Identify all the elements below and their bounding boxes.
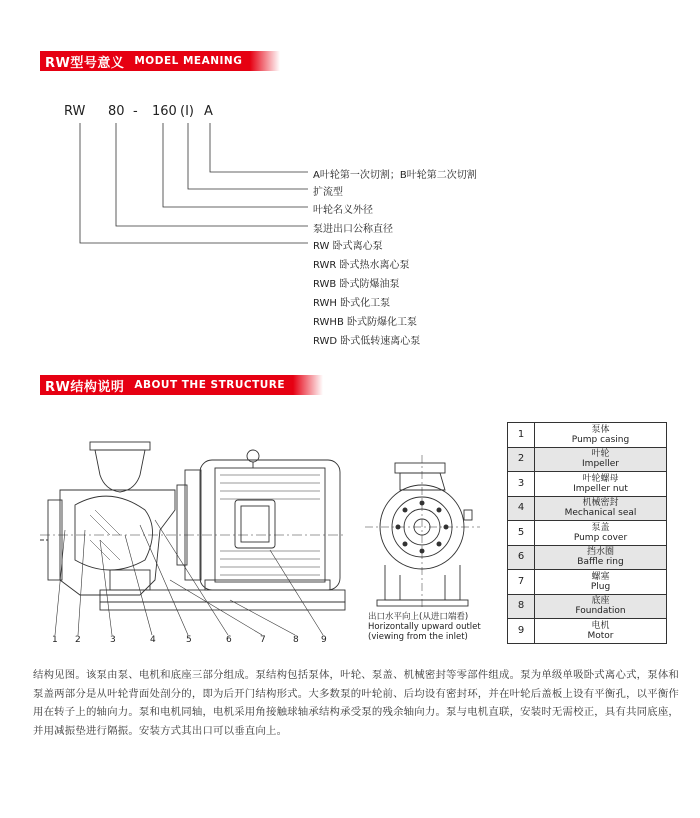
table-row (508, 472, 667, 497)
banner-title-zh: RW结构说明 (45, 379, 125, 395)
meaning-line-5: RW 卧式离心泵 (313, 241, 383, 252)
model-code-rw: RW (64, 104, 86, 119)
part-name (535, 594, 667, 619)
part-name (535, 423, 667, 448)
part-number: 5 (508, 521, 535, 546)
part-name-zh: 泵体 (591, 424, 610, 435)
table-row (508, 545, 667, 570)
part-name-en: Foundation (575, 606, 626, 617)
model-code-suffix: A (204, 104, 213, 119)
meaning-line-3: 叶轮名义外径 (313, 205, 373, 216)
part-name-en: Baffle ring (577, 557, 624, 568)
callout-6: 6 (226, 635, 232, 645)
part-number: 8 (508, 594, 535, 619)
part-name (535, 619, 667, 644)
part-number: 7 (508, 570, 535, 595)
part-name-en: Pump casing (571, 434, 630, 445)
part-name-zh: 泵盖 (591, 522, 610, 533)
meaning-line-9: RWHB 卧式防爆化工泵 (313, 317, 417, 328)
callout-8: 8 (293, 635, 299, 645)
table-row (508, 594, 667, 619)
part-name-en: Plug (590, 581, 611, 592)
model-code-size: 160 (152, 104, 177, 119)
parts-table (507, 422, 667, 644)
pump-side-view-drawing (40, 430, 350, 645)
outlet-note-en1: Horizontally upward outlet (368, 622, 481, 632)
meaning-line-4: 泵进出口公称直径 (313, 224, 393, 235)
table-row (508, 423, 667, 448)
callout-4: 4 (150, 635, 156, 645)
callout-numbers (52, 635, 327, 645)
part-name-zh: 电机 (591, 620, 610, 631)
callout-5: 5 (186, 635, 192, 645)
part-name-zh: 螺塞 (591, 571, 610, 582)
callout-2: 2 (75, 635, 81, 645)
part-number: 2 (508, 447, 535, 472)
part-name-zh: 叶轮螺母 (582, 473, 619, 484)
part-name-zh: 挡水圈 (586, 547, 614, 558)
part-name (535, 472, 667, 497)
table-row (508, 447, 667, 472)
model-code-num: 80 (108, 104, 125, 119)
banner-title-en: MODEL MEANING (134, 55, 243, 67)
part-name-en: Mechanical seal (564, 508, 637, 519)
table-row (508, 619, 667, 644)
part-name-zh: 底座 (591, 596, 610, 607)
meaning-line-8: RWH 卧式化工泵 (313, 298, 391, 309)
part-number: 3 (508, 472, 535, 497)
part-name (535, 496, 667, 521)
part-number: 4 (508, 496, 535, 521)
part-name-en: Motor (587, 630, 614, 641)
meaning-line-1: A叶轮第一次切割；B叶轮第二次切割 (313, 170, 477, 181)
pump-front-view-drawing (365, 455, 485, 610)
part-name (535, 447, 667, 472)
callout-7: 7 (260, 635, 266, 645)
part-number: 6 (508, 545, 535, 570)
part-name-en: Impeller (582, 459, 619, 470)
part-name (535, 545, 667, 570)
banner-title-zh: RW型号意义 (45, 55, 125, 71)
part-name-zh: 机械密封 (582, 498, 619, 509)
table-row (508, 521, 667, 546)
model-code-type: (I) (180, 104, 194, 119)
meaning-line-10: RWD 卧式低转速离心泵 (313, 336, 421, 347)
part-name-zh: 叶轮 (591, 449, 610, 460)
outlet-note-en2: (viewing from the inlet) (368, 632, 468, 642)
callout-1: 1 (52, 635, 58, 645)
part-name-en: Impeller nut (573, 483, 628, 494)
part-name (535, 570, 667, 595)
table-row (508, 570, 667, 595)
part-name-en: Pump cover (573, 532, 628, 543)
meaning-line-7: RWB 卧式防爆油泵 (313, 279, 400, 290)
part-name (535, 521, 667, 546)
meaning-line-6: RWR 卧式热水离心泵 (313, 260, 410, 271)
callout-9: 9 (321, 635, 327, 645)
outlet-note (368, 612, 481, 642)
part-number: 1 (508, 423, 535, 448)
table-row (508, 496, 667, 521)
banner-title-en: ABOUT THE STRUCTURE (134, 379, 286, 391)
structure-banner (40, 375, 323, 395)
model-code-dash: - (133, 104, 138, 119)
structure-description: 结构见图。该泵由泵、电机和底座三部分组成。泵结构包括泵体，叶轮、泵盖、机械密封等零部件组成。泵为单级单吸卧式离心式，泵体和泵盖两部分是从叶轮背面处剖分的，即为后开门结构形式。大多数泵的叶轮前、后均设有密封环，并在叶轮后盖板上设有平衡孔，以平衡作用在转子上的轴向力。泵和电机同轴，电机采用角接触球轴承结构承受泵的残余轴向力。泵与电机直联，安装时无需校正，具有共同底座，并用减振垫进行隔振。安装方式其出口可以垂直向上。 (33, 669, 680, 737)
part-number: 9 (508, 619, 535, 644)
callout-3: 3 (110, 635, 116, 645)
outlet-note-zh: 出口水平向上(从进口端看) (368, 612, 469, 622)
meaning-line-2: 扩流型 (313, 187, 343, 198)
